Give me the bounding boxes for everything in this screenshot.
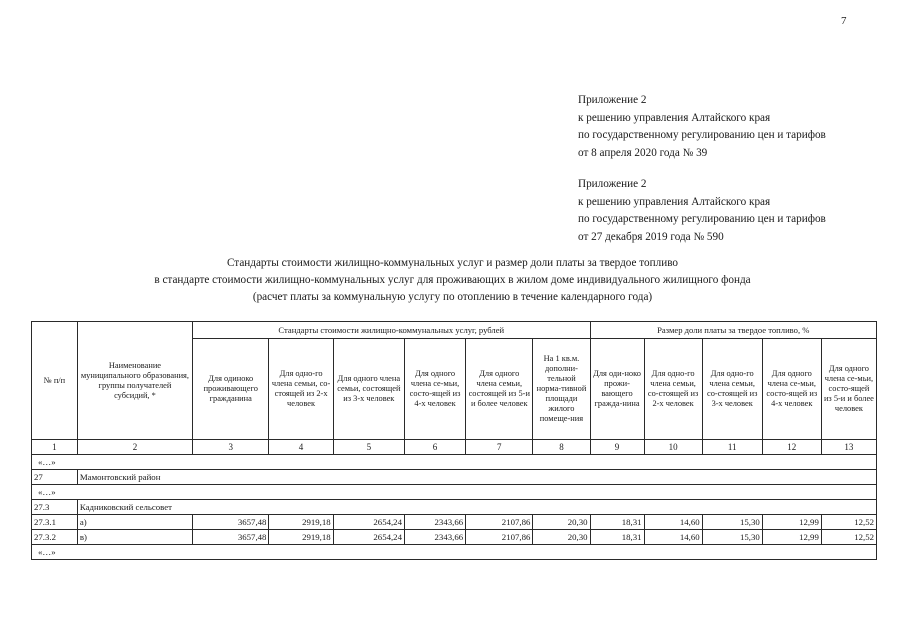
column-number: 12 [762,440,821,455]
column-number: 10 [644,440,702,455]
header-cell: Для оди-ноко прожи-вающего гражда-нина [590,339,644,440]
value-cell: 3657,48 [193,530,269,545]
header-cell: Для одного члена семьи, состоящей из 5-и и более человек [466,339,533,440]
column-number: 7 [466,440,533,455]
title-line: (расчет платы за коммунальную услугу по отоплению в течение календарного года) [252,291,653,303]
document-title [0,255,905,306]
value-cell: 12,99 [762,530,821,545]
title-line: Стандарты стоимости жилищно-коммунальных услуг и размер доли платы за твердое топливо [226,257,678,269]
header-cell: Для одного члена семьи, состоящей из 3-х человек [333,339,404,440]
ellipsis-row [32,455,877,470]
value-cell: 2654,24 [333,515,404,530]
header-cell: Для одного члена се-мьи, состо-ящей из 4-х человек [762,339,821,440]
page-number: 7 [841,15,847,27]
district-code: 27 [32,470,78,485]
ellipsis-row [32,545,877,560]
standards-table [31,321,877,560]
column-number: 4 [269,440,333,455]
district-row [32,470,877,485]
row-group: в) [77,530,192,545]
header-cell: Для одно-го члена семьи, со-стоящей из 2-х человек [269,339,333,440]
value-cell: 2107,86 [466,515,533,530]
value-cell: 3657,48 [193,515,269,530]
title-line: в стандарте стоимости жилищно-коммунальных услуг для проживающих в жилом доме индивидуального жилищного фонда [154,274,751,286]
column-number: 3 [193,440,269,455]
value-cell: 12,99 [762,515,821,530]
value-cell: 12,52 [821,530,876,545]
header-row-number: № п/п [32,322,78,440]
value-cell: 14,60 [644,530,702,545]
value-cell: 14,60 [644,515,702,530]
council-name: Кадниковский сельсовет [77,500,876,515]
value-cell: 2107,86 [466,530,533,545]
value-cell: 12,52 [821,515,876,530]
column-number: 9 [590,440,644,455]
appendix-line: Приложение 2 [578,178,647,190]
header-cell: Для одиноко проживающего гражданина [193,339,269,440]
council-row [32,500,877,515]
header-cell: Для одного члена се-мьи, состо-ящей из 4-х человек [404,339,465,440]
council-code: 27.3 [32,500,78,515]
header-cell: На 1 кв.м. дополни-тельной норма-тивной площади жилого помеще-ния [533,339,590,440]
header-group-standards: Стандарты стоимости жилищно-коммунальных услуг, рублей [193,322,591,339]
column-number: 11 [702,440,762,455]
column-number: 2 [77,440,192,455]
value-cell: 15,30 [702,530,762,545]
table-row [32,530,877,545]
ellipsis-marker: «…» [32,455,877,470]
appendix-line: Приложение 2 [578,94,647,106]
appendix-line: по государственному регулированию цен и тарифов [578,129,826,142]
appendix-date-line: от 27 декабря 2019 года № 590 [578,230,724,243]
value-cell: 18,31 [590,515,644,530]
district-name: Мамонтовский район [77,470,876,485]
appendix-date-line: от 8 апреля 2020 года № 39 [578,146,708,159]
column-number: 13 [821,440,876,455]
row-group: а) [77,515,192,530]
value-cell: 2343,66 [404,515,465,530]
column-number: 5 [333,440,404,455]
appendix-line: по государственному регулированию цен и тарифов [578,213,826,226]
appendix-previous-block [578,176,826,246]
header-cell: Для одно-го члена семьи, со-стоящей из 3-х человек [702,339,762,440]
value-cell: 20,30 [533,530,590,545]
value-cell: 2654,24 [333,530,404,545]
value-cell: 18,31 [590,530,644,545]
value-cell: 15,30 [702,515,762,530]
header-cell: Для одно-го члена семьи, со-стоящей из 2-х человек [644,339,702,440]
column-number: 6 [404,440,465,455]
column-number: 1 [32,440,78,455]
header-cell: Для одного члена се-мьи, состо-ящей из 5-и и более человек [821,339,876,440]
value-cell: 20,30 [533,515,590,530]
appendix-current-block [578,92,826,162]
column-number: 8 [533,440,590,455]
ellipsis-marker: «…» [32,545,877,560]
appendix-line: к решению управления Алтайского края [578,111,771,124]
appendix-line: к решению управления Алтайского края [578,195,771,208]
value-cell: 2919,18 [269,530,333,545]
table-row [32,515,877,530]
value-cell: 2919,18 [269,515,333,530]
row-code: 27.3.1 [32,515,78,530]
header-municipality: Наименование муниципального образования, группы получателей субсидий, * [77,322,192,440]
value-cell: 2343,66 [404,530,465,545]
header-group-share: Размер доли платы за твердое топливо, % [590,322,876,339]
column-number-row [32,440,877,455]
ellipsis-marker: «…» [32,485,877,500]
row-code: 27.3.2 [32,530,78,545]
ellipsis-row [32,485,877,500]
